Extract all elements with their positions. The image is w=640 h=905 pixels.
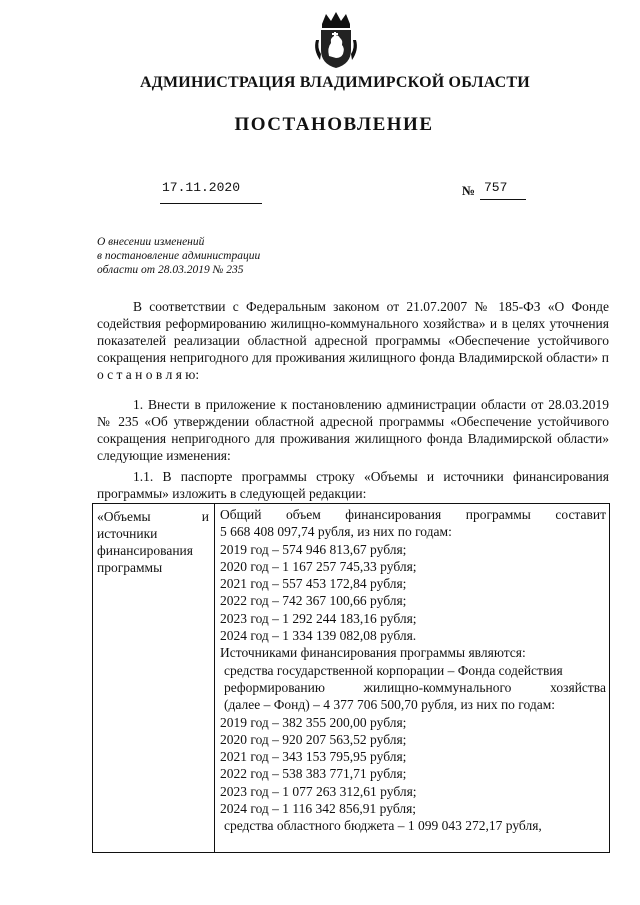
organization-title: АДМИНИСТРАЦИЯ ВЛАДИМИРСКОЙ ОБЛАСТИ <box>140 74 530 91</box>
fund-line: средства государственной корпорации – Фонда содействия <box>224 662 563 678</box>
label-word: и <box>201 509 209 524</box>
document-type: ПОСТАНОВЛЕНИЕ <box>234 114 434 135</box>
total-financing-line: 5 668 408 097,74 рубля, из них по годам: <box>220 524 452 540</box>
paragraph-item-1: 1. Внести в приложение к постановлению администрации области от 28.03.2019 № 235 «Об утверждении областной адресной программы «Обеспечение устойчивого сокращения непригодного для проживания жилищного фонда Владимирской области» следующие изменения: <box>97 397 609 463</box>
year-total-line: 2022 год – 742 367 100,66 рубля; <box>220 593 407 609</box>
label-line: программы <box>97 560 163 575</box>
document-number: 757 <box>480 180 526 200</box>
year-total-line: 2021 год – 557 453 172,84 рубля; <box>220 576 407 592</box>
year-total-line: 2019 год – 574 946 813,67 рубля; <box>220 541 407 557</box>
paragraph-preamble: В соответствии с Федеральным законом от 21.07.2007 № 185-ФЗ «О Фонде содействия реформированию жилищно-коммунального хозяйства» и в целях уточнения показателей реализации областной адресной программы «Обеспечение устойчивого сокращения непригодного для проживания жилищного фонда Владимирской области» п о с т а н о в л я ю: <box>97 299 609 382</box>
year-total-line: 2020 год – 1 167 257 745,33 рубля; <box>220 558 417 574</box>
table-row-value-cell <box>220 506 606 835</box>
program-passport-table <box>92 503 610 853</box>
table-column-divider <box>214 504 215 852</box>
year-fund-line: 2020 год – 920 207 563,52 рубля; <box>220 731 407 747</box>
label-line <box>97 508 209 525</box>
document-date: 17.11.2020 <box>160 180 262 204</box>
year-total-line: 2024 год – 1 334 139 082,08 рубля. <box>220 628 417 644</box>
sources-title-line: Источниками финансирования программы являются: <box>220 645 526 661</box>
label-line: финансирования <box>97 543 193 558</box>
fund-line: реформированию жилищно-коммунального хозяйства <box>224 679 606 695</box>
subject-line: в постановление администрации <box>97 250 261 262</box>
label-line: источники <box>97 526 158 541</box>
paragraph-item-1-1: 1.1. В паспорте программы строку «Объемы и источники финансирования программы» изложить в следующей редакции: <box>97 469 609 501</box>
year-fund-line: 2024 год – 1 116 342 856,91 рубля; <box>220 801 417 817</box>
subject-line: О внесении изменений <box>97 236 205 248</box>
label-word: «Объемы <box>97 509 151 524</box>
total-financing-line: Общий объем финансирования программы составит <box>220 507 606 522</box>
year-fund-line: 2019 год – 382 355 200,00 рубля; <box>220 714 407 730</box>
coat-of-arms-vladimir-icon <box>312 10 360 70</box>
table-row-label-cell <box>97 508 209 576</box>
year-fund-line: 2022 год – 538 383 771,71 рубля; <box>220 766 407 782</box>
year-fund-line: 2021 год – 343 153 795,95 рубля; <box>220 749 407 765</box>
regional-budget-line: средства областного бюджета – 1 099 043 272,17 рубля, <box>224 818 542 834</box>
fund-line: (далее – Фонд) – 4 377 706 500,70 рубля, из них по годам: <box>224 697 556 713</box>
year-fund-line: 2023 год – 1 077 263 312,61 рубля; <box>220 783 417 799</box>
document-number-label: № <box>462 183 476 198</box>
document-subject <box>97 235 357 277</box>
year-total-line: 2023 год – 1 292 244 183,16 рубля; <box>220 610 417 626</box>
subject-line: области от 28.03.2019 № 235 <box>97 264 244 276</box>
